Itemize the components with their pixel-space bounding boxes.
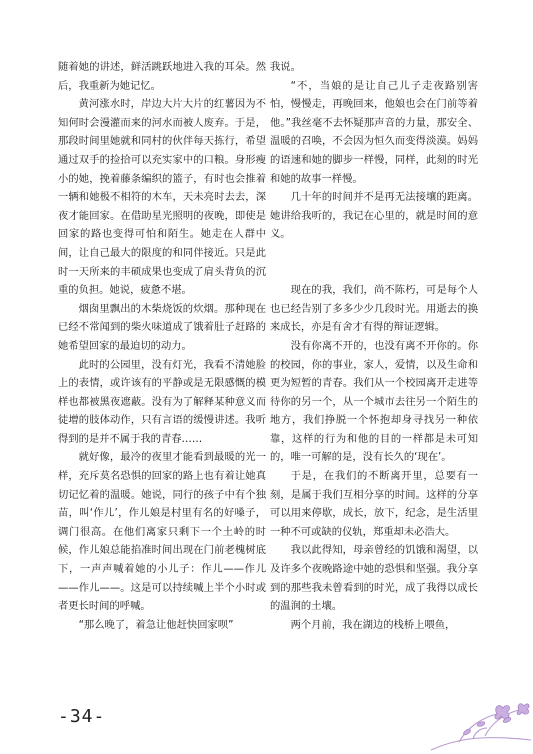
paragraph: 我以此得知，母亲曾经的饥饿和渴望，以及许多个夜晚路途中她的恐惧和坚强。我分享到的那些我未曾看到的时光，成了我得以成长的温润的土壤。 <box>270 544 478 613</box>
paragraph: “那么晚了，着急让他赶快回家呗” <box>78 618 234 631</box>
floral-corner-decoration <box>423 684 533 754</box>
paragraph: 现在的我，我们，尚不陈朽，可是每个人也已经告别了多多少少几段时光。用逝去的换来成长，亦是有舍才有得的辩证逻辑。 <box>270 284 478 334</box>
paragraph: 烟囱里飘出的木柴烧饭的炊烟。那种现在已经不常闻到的柴火味道成了饿着肚子赶路的她希望回家的最迫切的动力。 <box>58 302 266 352</box>
paragraph: 两个月前，我在湖边的栈桥上喂鱼， <box>290 618 456 631</box>
paragraph: 此时的公园里，没有灯光，我看不清她脸上的表情，或许该有的平静或是无限感慨的模样也都被黑夜遮蔽。没有为了解释某种意义而徒增的肢体动作，只有言语的缓慢讲述。我听得到的是并不属于我的青春…… <box>58 358 266 445</box>
paragraph: 黄河涨水时，岸边大片大片的红薯因为不知何时会漫灌而来的河水而被人废弃。于是，那段时间里她就和同村的伙伴每天拣行，希望通过双手的捡拾可以充实家中的口粮。身形瘦小的她，挽着藤条编织的篮子，有时也会推着一辆和她极不相符的木车，天未亮时去去，深夜才能回家。在借助星光照明的夜晚，即使是回家的路也变得可怕和陌生。她走在人群中间，让自己最大的限度的和同伴接近。只是此时一天所来的丰硕成果也变成了肩头背负的沉重的负担。她说，疲惫不堪。 <box>58 98 266 297</box>
left-text-column <box>58 58 266 634</box>
right-text-column <box>270 58 478 634</box>
paragraph: 我说。 <box>270 61 301 73</box>
paragraph: 就好像，最冷的夜里才能看到最暖的光一样，充斥莫名恐惧的回家的路上也有着让她真切记忆着的温暖。她说，同行的孩子中有个独苗，叫‘作儿’，作儿娘是村里有名的好嗓子，调门很高。在他们离家只剩下一个土岭的时候，作儿娘总能掐准时间出现在门前老槐树底下，一声声喊着她的小儿子：作儿——作儿——作儿——。这是可以持续喊上半个小时或者更长时间的呼喊。 <box>58 451 266 613</box>
page-number: -34- <box>58 706 106 727</box>
paragraph: “不，当娘的是让自己儿子走夜路别害怕，慢慢走，再晚回来，他娘也会在门前等着他。”我丝毫不去怀疑那声音的力量，那安全、温暖的召唤，不会因为恒久而变得淡漠。妈妈的语速和她的脚步一样慢，同样，此刻的时光和她的故事一样慢。 <box>270 79 478 185</box>
paragraph: 几十年的时间并不是再无法接壤的距离。她讲给我听的，我记在心里的，就是时间的意义。 <box>270 191 478 241</box>
paragraph: 于是，在我们的不断离开里，总要有一刻，是属于我们互相分享的时间。这样的分享可以用来停歇，成长，放下，纪念，是生活里一种不可或缺的仪轨，郑重却未必浩大。 <box>270 470 478 538</box>
paragraph: 随着她的讲述，鲜活跳跃地进入我的耳朵。然后，我重新为她记忆。 <box>58 61 266 92</box>
paragraph: 没有你离不开的，也没有离不开你的。你的校园，你的事业，家人，爱情，以及生命和更为短暂的青春。我们从一个校园离开走进等待你的另一个，从一个城市去往另一个陌生的地方，我们挣脱一个怀抱却身寻找另一种依靠，这样的行为和他的目的一样都是未可知的，唯一可解的是，没有长久的‘现在’。 <box>270 339 478 464</box>
